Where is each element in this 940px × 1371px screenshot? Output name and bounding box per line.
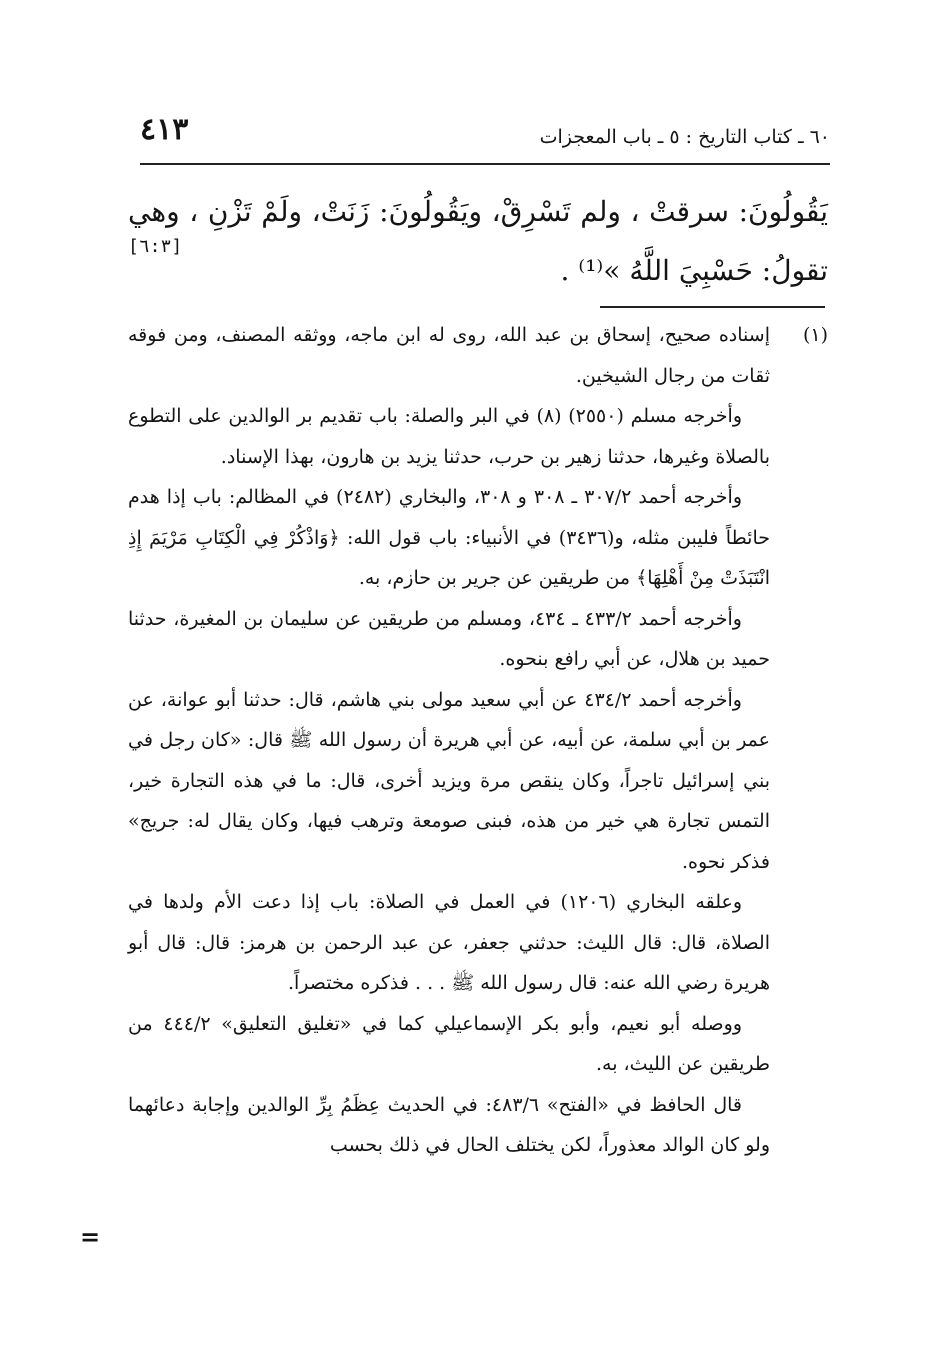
hadith-text: يَقُولُونَ: سرقتْ ، ولم تَسْرِقْ، ويَقُولُونَ: زَنَتْ، ولَمْ تَزْنِ ، وهي تقولُ: حَسْبِيَ اللَّهُ »⁽¹⁾ . [128, 195, 828, 287]
footnotes [128, 315, 828, 1166]
footnote-rule [600, 306, 825, 308]
footnote-paragraph: قال الحافظ في «الفتح» ٤٨٣/٦: في الحديث عِظَمُ بِرِّ الوالدين وإجابة دعائهما ولو كان الوالد معذوراً، لكن يختلف الحال في ذلك بحسب [128, 1093, 770, 1156]
page-header [140, 112, 830, 160]
header-rule [140, 163, 830, 165]
main-text [128, 182, 828, 300]
reference-mark: [٦:٣] [128, 236, 183, 257]
footnote-number: (١) [802, 324, 828, 346]
footnote-paragraph: وأخرجه أحمد ٤٣٣/٢ ـ ٤٣٤، ومسلم من طريقين عن سليمان بن المغيرة، حدثنا حميد بن هلال، عن أبي رافع بنحوه. [128, 607, 770, 670]
chapter-heading: ٦٠ ـ كتاب التاريخ : ٥ ـ باب المعجزات [539, 126, 830, 148]
footnote-paragraph: إسناده صحيح، إسحاق بن عبد الله، روى له ابن ماجه، ووثقه المصنف، ومن فوقه ثقات من رجال الشيخين. [128, 324, 770, 387]
footnote-paragraph: وأخرجه مسلم (٢٥٥٠) (٨) في البر والصلة: باب تقديم بر الوالدين على التطوع بالصلاة وغيرها، حدثنا زهير بن حرب، حدثنا يزيد بن هارون، بهذا الإسناد. [128, 405, 770, 468]
footnote-paragraph: وأخرجه أحمد ٤٣٤/٢ عن أبي سعيد مولى بني هاشم، قال: حدثنا أبو عوانة، عن عمر بن أبي سلمة، عن أبيه، عن أبي هريرة أن رسول الله ﷺ قال: «كان رجل في بني إسرائيل تاجراً، وكان ينقص مرة ويزيد أخرى، قال: ما في هذه التجارة خير، التمس تجارة هي خير من هذه، فبنى صومعة وترهب فيها، وكان يقال له: جريج» فذكر نحوه. [128, 688, 770, 873]
footnote-paragraph: وعلقه البخاري (١٢٠٦) في العمل في الصلاة: باب إذا دعت الأم ولدها في الصلاة، قال: قال الليث: حدثني جعفر، عن عبد الرحمن بن هرمز: قال: قال أبو هريرة رضي الله عنه: قال رسول الله ﷺ . . . فذكره مختصراً. [128, 891, 770, 994]
page-number: ٤١٣ [140, 112, 189, 147]
footnote-paragraph: وأخرجه أحمد ٣٠٧/٢ ـ ٣٠٨ و ٣٠٨، والبخاري (٢٤٨٢) في المظالم: باب إذا هدم حائطاً فليبن مثله، و(٣٤٣٦) في الأنبياء: باب قول الله: ﴿وَاذْكُرْ فِي الْكِتَابِ مَرْيَمَ إِذِ انْتَبَذَتْ مِنْ أَهْلِهَا﴾ من طريقين عن جرير بن حازم، به. [128, 486, 770, 589]
footnote-paragraph: ووصله أبو نعيم، وأبو بكر الإسماعيلي كما في «تغليق التعليق» ٤٤٤/٢ من طريقين عن الليث، به. [128, 1012, 770, 1075]
continuation-mark: = [80, 1222, 101, 1251]
